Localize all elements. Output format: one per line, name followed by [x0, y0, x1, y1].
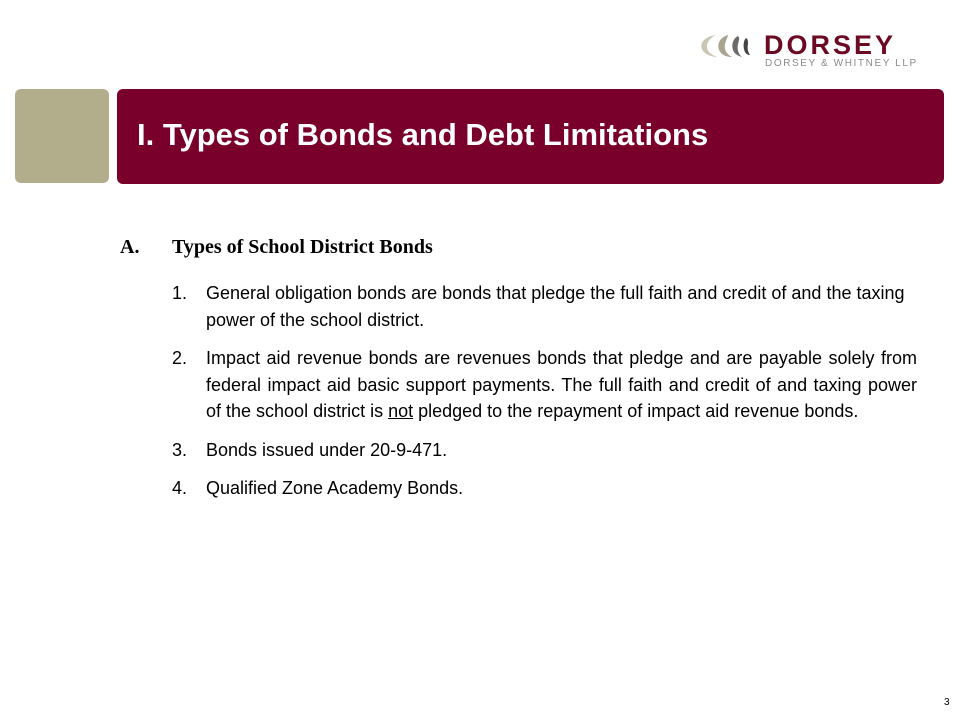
section-heading: [120, 234, 433, 260]
list-item-text: General obligation bonds are bonds that pledge the full faith and credit of and the taxing power of the school district.: [206, 283, 905, 330]
slide-title: I. Types of Bonds and Debt Limitations: [137, 117, 709, 152]
list-item-number: 3.: [172, 439, 188, 460]
list-item: [172, 475, 917, 502]
dorsey-swoosh-icon: [694, 32, 754, 60]
list-item-text: [206, 345, 917, 425]
list-item-number: 1.: [172, 283, 188, 303]
list-item-number: 4.: [172, 478, 188, 498]
logo-name: DORSEY: [764, 30, 897, 60]
list-item: [172, 437, 917, 464]
section-letter: A.: [120, 236, 140, 258]
list-item: [172, 280, 917, 333]
title-band: [117, 89, 944, 184]
list-item-text: Bonds issued under 20-9-471.: [206, 439, 448, 460]
section-heading-text: Types of School District Bonds: [172, 236, 433, 258]
dorsey-logo: [694, 30, 916, 70]
title-accent-square: [15, 89, 109, 183]
list-item-text: Qualified Zone Academy Bonds.: [206, 478, 464, 498]
underlined-word: not: [388, 401, 414, 421]
page-number: 3: [944, 697, 950, 708]
list-item-number: 2.: [172, 348, 188, 368]
list-item-text-part: Impact aid revenue bonds are revenues bonds that pledge and are payable solely from federal impact aid basic support payments. The full faith and credit of and taxing power of the school district is: [206, 348, 917, 421]
bond-types-list: [172, 280, 917, 514]
list-item-text-part: pledged to the repayment of impact aid revenue bonds.: [413, 401, 859, 421]
logo-subtitle: DORSEY & WHITNEY LLP: [765, 58, 918, 69]
list-item: [172, 345, 917, 425]
